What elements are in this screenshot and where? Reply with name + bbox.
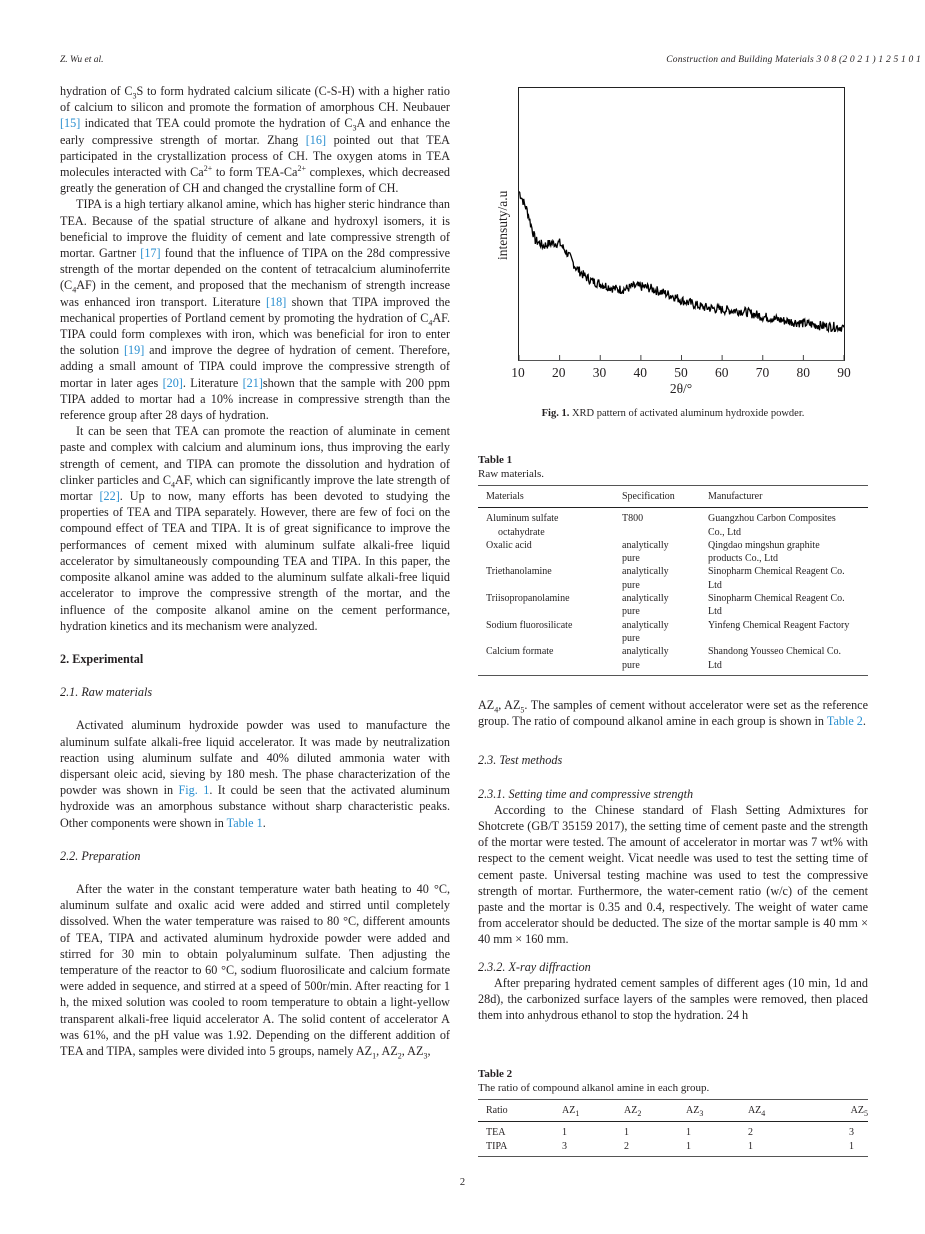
paragraph-preparation: After the water in the constant temperature water bath heating to 40 °C, aluminum sulfate and oxalic acid were added and stirred until completely dissolved. When the water temperature was raised to 80 °C, different amounts of TEA, TIPA and activated aluminum hydroxide powder were added and stirred for 30 min to obtain polyaluminum sulfate. Then adjusting the temperature of the reactor to 60 °C, sodium fluorosilicate and calcium formate were added in sequence, and stirred at a speed of 500r/min. After reacting for 1 h, the mixed solution was cooled to room temperature to obtain a light-yellow transparent alkali-free liquid accelerator A. The solid content of accelerator A was 61%, and the pH value was 1.92. Depending on the different addition of TEA and TIPA, samples were divided into 5 groups, namely $AZ_1$, $AZ_2$, $AZ_3$, (60, 881, 450, 1061)
citation-link[interactable]: [16] (305, 132, 327, 147)
table-row: TEA 1 1 1 2 3 (486, 1127, 854, 1139)
citation-link[interactable]: [18] (265, 294, 287, 309)
table1-title: Table 1 (478, 454, 513, 466)
citation-link[interactable]: [20] (162, 375, 183, 390)
table1-raw-materials (478, 485, 868, 676)
table2-block (478, 1067, 868, 1157)
table-header-row: Materials Specification Manufacturer (478, 486, 868, 508)
subsection-heading-test-methods: 2.3. Test methods (478, 753, 563, 768)
right-column (478, 697, 868, 1023)
citation-link[interactable]: [17] (140, 246, 161, 261)
paragraph-groups: $AZ_4$, $AZ_5$. The samples of cement without accelerator were set as the reference group. The ratio of compound alkanol amine in each group is shown in Table 2. (478, 698, 868, 729)
chart-x-tick-labels: 10 20 30 40 50 60 70 80 90 (511, 365, 851, 380)
section-heading-experimental: 2. Experimental (60, 651, 144, 666)
table1-block (478, 453, 868, 676)
table-header-row: Ratio $AZ_1$ $AZ_2$ $AZ_3$ $AZ_4$ $AZ_5$ (478, 1100, 868, 1122)
citation-link[interactable]: [21] (242, 375, 263, 390)
table-link[interactable]: Table 1 (226, 815, 263, 830)
figure-xrd-pattern (478, 80, 868, 425)
chart-y-axis-label: intensuty/a.u (495, 190, 510, 260)
figure-link[interactable]: Fig. 1 (178, 783, 210, 798)
table-column-header: $AZ_1$ (562, 1105, 580, 1118)
table2-title: Table 2 (478, 1068, 513, 1080)
paragraph-summary: It can be seen that TEA can promote the reaction of aluminate in cement paste and complex with calcium and aluminum ions, thus improving the early strength of cement, and TIPA can promote the dissolution and hydration of clinker particles and $C_4AF$, which can significantly improve the late strength of mortar [22]. Up to now, many efforts has been devoted to studying the properties of TEA and TIPA separately. However, there are few of foci on the compound effect of TEA and TIPA. It is of great significance to improve the performances of cement mixed with aluminum sulfate alkali-free liquid accelerator by simultaneously compounding TEA and TIPA. In this paper, the composite alkanol amine was added to the aluminum sulfate alkali-free liquid accelerator to improve the compressive strength of the mortar, and the influence of the composite alkanol amine on the cement performance, hydration kinetics and its mechanism were analyzed. (60, 424, 450, 633)
table-column-header: $AZ_5$ (850, 1105, 868, 1118)
subsection-heading-raw-materials: 2.1. Raw materials (60, 685, 153, 700)
table-row: Sodium fluorosilicate analytically pure Yinfeng Chemical Reagent Factory (486, 619, 850, 644)
paragraph-xrd: After preparing hydrated cement samples of different ages (10 min, 1d and 28d), the carbonized surface layers of the samples were removed, then placed them into anhydrous ethanol to stop the hydration. 24 h (478, 975, 868, 1023)
table-row: Oxalic acid analytically pure Qingdao mingshun graphite products Co., Ltd (486, 539, 820, 565)
subsubsection-heading-setting-time: 2.3.1. Setting time and compressive strength (478, 786, 694, 801)
paragraph-raw-materials: Activated aluminum hydroxide powder was used to manufacture the aluminum sulfate alkali-free liquid accelerator. It was made by neutralization reaction using aluminum sulfate and 40% diluted ammonia water with dispersant oleic acid, sieving by 180 mesh. The phase characterization of the powder was shown in Fig. 1. It could be seen that the activated aluminum hydroxide was an amorphous substance without sharp characteristic peaks. Other components were shown in Table 1. (60, 718, 450, 830)
figure-caption: Fig. 1. XRD pattern of activated aluminum hydroxide powder. (541, 408, 805, 419)
table-column-header: $AZ_2$ (623, 1105, 642, 1118)
table2-caption: The ratio of compound alkanol amine in each group. (478, 1082, 710, 1094)
table-column-header: $AZ_3$ (685, 1105, 704, 1118)
paragraph-setting-time: According to the Chinese standard of Flash Setting Admixtures for Shotcrete (GB/T 35159 2017), the setting time of cement paste and the strength of the mortar were tested. The amount of accelerator in mortar was 7 wt% with respect to the cement weight. Vicat needle was used to test the setting time of cement paste. Universal testing machine was used to test the compressive strength of mortar. Furthermore, the water-cement ratio (w/c) of the cement paste and the mortar is 0.35 and 0.4, respectively. The weight of water came from accelerator should be deducted. The size of the mortar sample is 40 mm × 40 mm × 160 mm. (478, 802, 868, 947)
paragraph-tipa: TIPA is a high tertiary alkanol amine, which has higher steric hindrance than TEA. Because of the spatial structure of alkane and hydroxyl isomers, it is beneficial to improve the fluidity of cement and late compressive strength of mortar. Gartner [17] found that the influence of TIPA on the 28d compressive strength of the mortar depended on the content of tetracalcium aluminoferrite $(C_4AF)$ in the cement, and proposed that the mechanism of strength increase was enhanced iron transport. Literature [18] shown that TIPA improved the mechanical properties of Portland cement by promoting the hydration of $C_4AF$. TIPA could form complexes with iron, which was beneficial for iron to enter the solution [19] and improve the degree of hydration of cement. Therefore, adding a small amount of TIPA could improve the compressive strength of mortar in later ages [20]. Literature [21]shown that the sample with 200 ppm TIPA added to mortar had a 10% increase in compressive strength than the reference group after 28 days of hydration. (60, 197, 451, 423)
running-header-authors: Z. Wu et al. (60, 55, 104, 65)
page-number: 2 (459, 1177, 466, 1188)
subsubsection-heading-xrd: 2.3.2. X-ray diffraction (478, 959, 591, 974)
citation-link[interactable]: [15] (60, 116, 81, 131)
table-row: Triethanolamine analytically pure Sinopharm Chemical Reagent Co. Ltd (486, 566, 845, 591)
subsection-heading-preparation: 2.2. Preparation (60, 848, 141, 863)
table2-ratio (478, 1099, 868, 1157)
table-column-header: $AZ_4$ (747, 1105, 766, 1118)
citation-link[interactable]: [22] (99, 489, 120, 504)
xrd-curve (519, 88, 844, 360)
table-row: Calcium formate analytically pure Shandong Yousseo Chemical Co. Ltd (486, 646, 842, 671)
chart-plot-area (518, 87, 845, 361)
citation-link[interactable]: [19] (123, 343, 145, 358)
table-row: Triisopropanolamine analytically pure Sinopharm Chemical Reagent Co. Ltd (486, 593, 845, 618)
chart-x-axis-label: 2θ/° (669, 381, 693, 396)
running-header-journal: Construction and Building Materials 3 0 8 (2 0 2 1 ) 1 2 5 1 0 1 (666, 55, 921, 65)
table-row: TIPA 3 2 1 1 1 (486, 1140, 854, 1152)
paragraph-intro-tea: hydration of $C_3S$ to form hydrated calcium silicate (C-S-H) with a higher ratio of calcium to silicon and promote the formation of amorphous CH. Neubauer [15] indicated that TEA could promote the hydration of $C_3A$ and enhance the early compressive strength of mortar. Zhang [16] pointed out that TEA participated in the crystallization process of CH. The oxygen atoms in TEA molecules interacted with $Ca^{2+}$ to form TEA-$Ca^{2+}$ complexes, which decreased greatly the generation of CH and changed the crystalline form of CH. (60, 84, 450, 196)
table-link[interactable]: Table 2 (826, 714, 863, 729)
table1-caption: Raw materials. (478, 468, 544, 480)
left-column (60, 83, 450, 1059)
table-row: Aluminum sulfate octahydrate T800 Guangzhou Carbon Composites Co., Ltd (486, 513, 836, 538)
